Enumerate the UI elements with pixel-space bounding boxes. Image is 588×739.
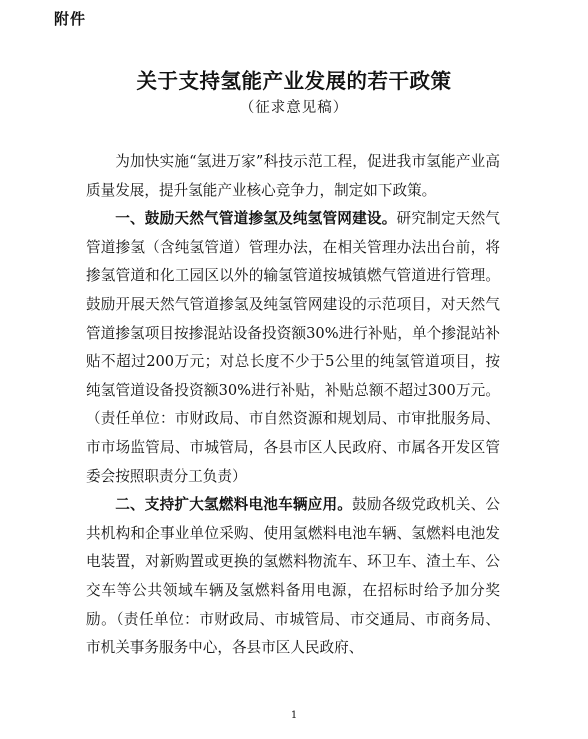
section-heading: 二、支持扩大氢燃料电池车辆应用。 <box>115 496 353 514</box>
page-number: 1 <box>290 710 298 721</box>
attachment-label: 附件 <box>54 10 87 28</box>
section-heading: 一、鼓励天然气管道掺氢及纯氢管网建设。 <box>115 210 397 228</box>
document-title: 关于支持氢能产业发展的若干政策 <box>136 69 452 93</box>
section-text: 研究制定天然气管道掺氢（含纯氢管道）管理办法，在相关管理办法出台前，将掺氢管道和化工园区以外的输氢管道按城镇燃气管道进行管理。鼓励开展天然气管道掺氢及纯氢管网建设的示范项目，对天然气管道掺氢项目按掺混站设备投资额30%进行补贴，单个掺混站补贴不超过200万元；对总长度不少于5公里的纯氢管道项目，按纯氢管道设备投资额30%进行补贴，补贴总额不超过300万元。（责任单位：市财政局、市自然资源和规划局、市审批服务局、市市场监管局、市城管局，各县市区人民政府、市属各开发区管委会按照职责分工负责） <box>86 210 500 485</box>
document-body <box>86 148 500 663</box>
intro-paragraph: 为加快实施“氢进万家”科技示范工程，促进我市氢能产业高质量发展，提升氢能产业核心竞争力，制定如下政策。 <box>86 153 500 199</box>
document-subtitle: （征求意见稿） <box>239 100 349 116</box>
section-text: 鼓励各级党政机关、公共机构和企事业单位采购、使用氢燃料电池车辆、氢燃料电池发电装置，对新购置或更换的氢燃料物流车、环卫车、渣土车、公交车等公共领域车辆及氢燃料备用电源，在招标时给予加分奖励。（责任单位：市财政局、市城管局、市交通局、市商务局、市机关事务服务中心，各县市区人民政府、 <box>86 496 500 657</box>
section-paragraph <box>86 491 500 663</box>
section-paragraph <box>86 205 500 491</box>
